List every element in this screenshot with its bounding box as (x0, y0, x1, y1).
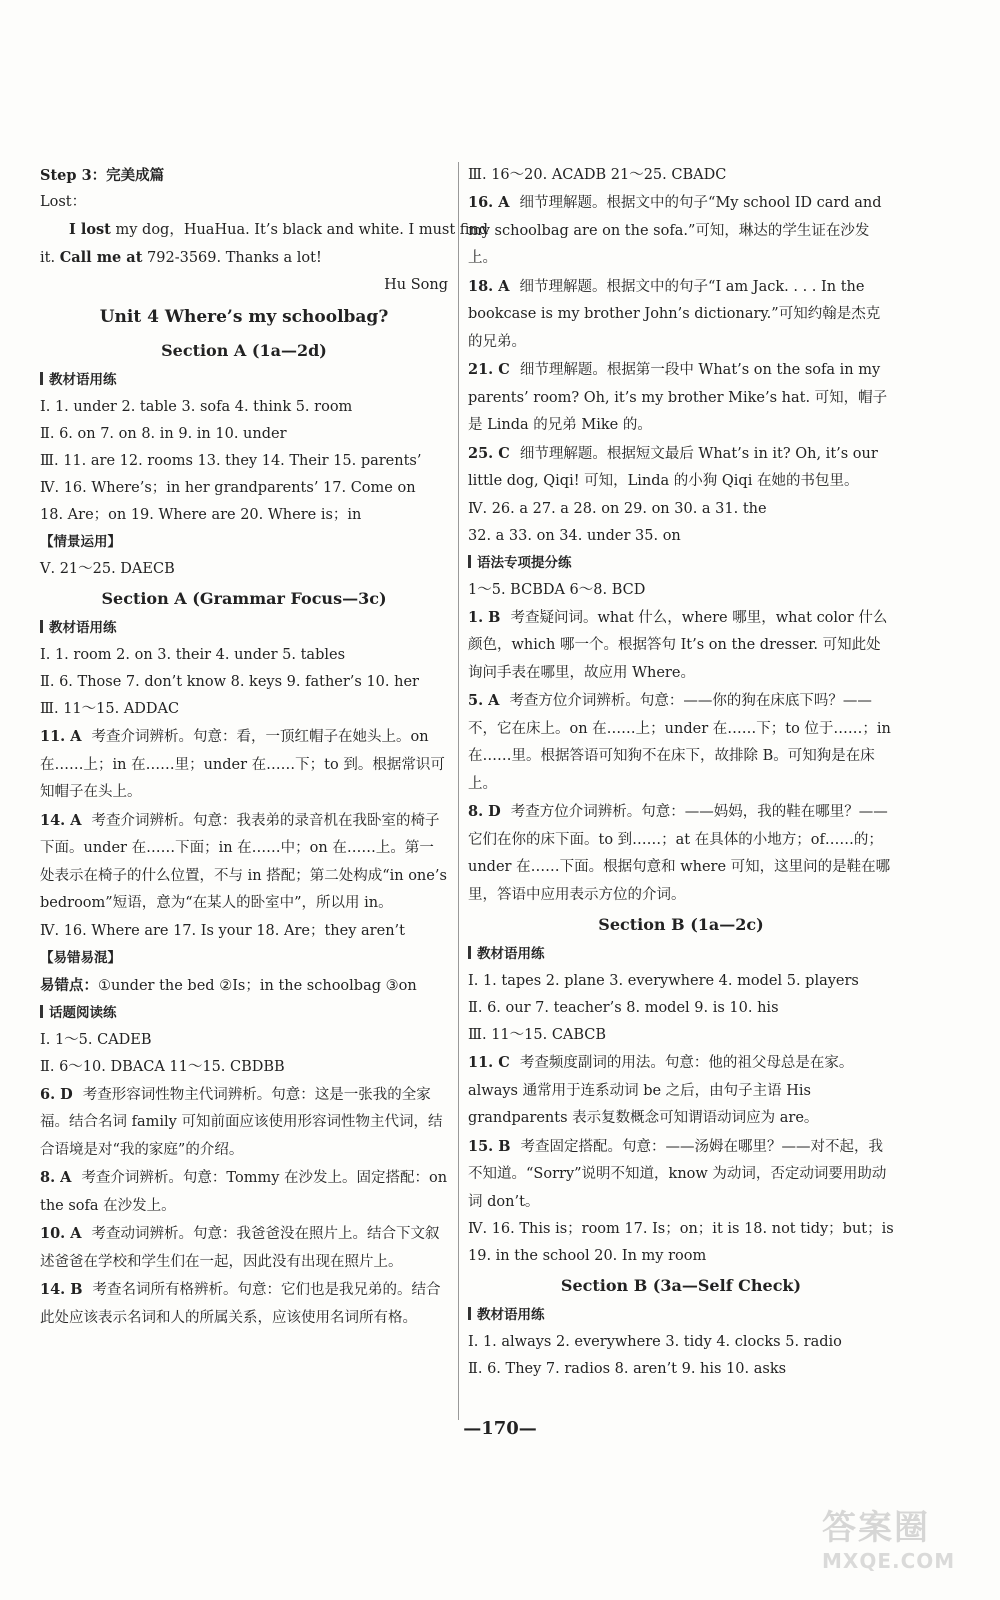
explanation-text: 细节理解题。根据文中的句子“My school ID card and my schoolbag are on the sofa.”可知，琳达的学生证在沙发上。 (468, 195, 882, 266)
subheading-jiaocai-1 (40, 367, 448, 394)
explanation (468, 604, 894, 688)
answer-line: Ⅴ. 21～25. DAECB (40, 561, 175, 577)
answer-line: Ⅲ. 11. are 12. rooms 13. they 14. Their 15. parents’ (40, 453, 422, 469)
watermark-cn: 答案圈 (822, 1508, 930, 1548)
explanation-text: 考查介词辨析。句意：看，一顶红帽子在她头上。on 在……上；in 在……里；under 在……下；to 到。根据常识可知帽子在头上。 (40, 729, 445, 800)
lost-body-line-2 (40, 244, 448, 272)
explanation-number: 8. A (40, 1169, 72, 1186)
unit-title: Unit 4 Where’s my schoolbag? (99, 307, 389, 327)
signature: Hu Song (384, 277, 448, 293)
explanation-text: 考查名词所有格辨析。句意：它们也是我兄弟的。结合此处应该表示名词和人的所属关系，应该使用名词所有格。 (40, 1282, 441, 1326)
bar-icon (468, 555, 471, 568)
answer-line: Ⅱ. 6～10. DBACA 11～15. CBDBB (40, 1058, 285, 1075)
watermark-en: MXQE.COM (822, 1549, 956, 1573)
explanation (468, 440, 894, 496)
subheading-jiaocai-4 (468, 1302, 894, 1329)
lost-body-bold-1: I lost (69, 221, 111, 238)
answer-line: Ⅰ. 1. always 2. everywhere 3. tidy 4. clocks 5. radio (468, 1334, 842, 1350)
subheading-yufa (468, 550, 894, 577)
subheading-label: 教材语用练 (49, 620, 117, 636)
explanation-number: 14. A (40, 811, 82, 829)
subheading-label: 教材语用练 (49, 372, 117, 388)
yicuo-line (40, 972, 448, 1000)
step3-title: Step 3：完美成篇 (40, 167, 165, 184)
answer-line: Ⅰ. 1～5. CADEB (40, 1031, 152, 1048)
bar-icon (40, 1005, 43, 1018)
explanation (40, 1164, 448, 1220)
explanation (40, 723, 448, 807)
explanation-number: 15. B (468, 1137, 511, 1155)
explanation-number: 14. B (40, 1281, 83, 1298)
answer-line: Ⅳ. 26. a 27. a 28. on 29. on 30. a 31. the (468, 500, 767, 517)
page-number: —170— (463, 1418, 537, 1439)
section-b1-title: Section B (1a—2c) (598, 915, 764, 934)
explanation-number: 10. A (40, 1225, 82, 1242)
answer-line: Ⅰ. 1. tapes 2. plane 3. everywhere 4. model 5. players (468, 973, 859, 989)
lost-body-text-2: 792-3569. Thanks a lot! (142, 250, 322, 266)
answer-line: 18. Are；on 19. Where are 20. Where is；in (40, 507, 362, 523)
explanation-number: 11. A (40, 728, 82, 745)
explanation-number: 8. D (468, 803, 501, 820)
explanation-text: 考查疑问词。what 什么，where 哪里，what color 什么颜色，which 哪一个。根据答句 It’s on the dresser. 可知此处询问手表在哪里，故应用 Where。 (468, 609, 888, 681)
subheading-jiaocai-3 (468, 941, 894, 968)
answer-line: Ⅳ. 16. Where’s；in her grandparents’ 17. Come on (40, 480, 416, 496)
column-divider (458, 162, 459, 1420)
lost-label: Lost： (40, 194, 87, 210)
answer-line: Ⅲ. 16～20. ACADB 21～25. CBADC (468, 167, 727, 183)
explanation-text: 考查动词辨析。句意：我爸爸没在照片上。结合下文叙述爸爸在学校和学生们在一起，因此没有出现在照片上。 (40, 1226, 440, 1270)
explanation (468, 1133, 894, 1217)
bar-icon (40, 620, 43, 633)
explanation-number: 6. D (40, 1085, 73, 1103)
subheading-label: 语法专项提分练 (477, 554, 572, 571)
answer-line: Ⅱ. 6. They 7. radios 8. aren’t 9. his 10. asks (468, 1361, 787, 1377)
explanation (468, 798, 894, 909)
answer-line: 32. a 33. on 34. under 35. on (468, 527, 681, 544)
answer-line: Ⅳ. 16. This is；room 17. Is；on；it is 18. not tidy；but；is (468, 1221, 894, 1237)
bar-icon (40, 372, 43, 385)
explanation-text: 考查方位介词辨析。句意：——你的狗在床底下吗？——不，它在床上。on 在……上；under 在……下；to 位于……；in 在……里。根据答语可知狗不在床下，故排除 B。可知狗是在床上。 (468, 693, 891, 792)
explanation-text: 考查形容词性物主代词辨析。句意：这是一张我的全家福。结合名词 family 可知前面应该使用形容词性物主代词，结合语境是对“我的家庭”的介绍。 (40, 1086, 443, 1158)
lost-body-line-1 (40, 216, 489, 244)
answer-line: Ⅲ. 11～15. CABCB (468, 1027, 607, 1043)
explanation (40, 1220, 448, 1276)
explanation-text: 细节理解题。根据文中的句子“I am Jack. . . . In the bookcase is my brother John’s dictionary.”可知约翰是杰克的兄弟。 (468, 278, 881, 350)
explanation-number: 5. A (468, 692, 500, 709)
explanation (40, 1081, 448, 1165)
explanation-text: 考查介词辨析。句意：我表弟的录音机在我卧室的椅子下面。under 在……下面；in 在……中；on 在……上。第一处表示在椅子的什么位置，不与 in 搭配；第二处构成“in one’s bedroom”短语，意为“在某人的卧室中”，所以用 in。 (40, 812, 447, 911)
subheading-yicuo: 【易错易混】 (40, 949, 121, 966)
answer-line: Ⅰ. 1. under 2. table 3. sofa 4. think 5. room (40, 399, 353, 415)
explanation-number: 18. A (468, 277, 510, 295)
subheading-jiaocai-2 (40, 615, 448, 642)
explanation-number: 11. C (468, 1054, 510, 1071)
subheading-label: 教材语用练 (477, 1307, 545, 1323)
explanation (468, 1049, 894, 1133)
answer-line: Ⅰ. 1. room 2. on 3. their 4. under 5. tables (40, 647, 346, 663)
explanation-number: 21. C (468, 361, 510, 378)
explanation-text: 考查方位介词辨析。句意：——妈妈，我的鞋在哪里？——它们在你的床下面。to 到……；at 在具体的小地方；of……的；under 在……下面。根据句意和 where 可知，这里问的是鞋在哪里，答语中应用表示方位的介词。 (468, 804, 891, 903)
explanation-number: 1. B (468, 608, 501, 626)
yicuo-text: ①under the bed ②Is；in the schoolbag ③on (98, 977, 417, 994)
watermark-logo (822, 1500, 972, 1573)
bar-icon (468, 946, 471, 959)
bar-icon (468, 1307, 471, 1320)
section-b2-title: Section B (3a—Self Check) (560, 1276, 802, 1295)
explanation-text: 细节理解题。根据短文最后 What’s in it? Oh, it’s our little dog, Qiqi! 可知，Linda 的小狗 Qiqi 在她的书包里。 (468, 445, 878, 489)
subheading-qingjing: 【情景运用】 (40, 534, 121, 550)
explanation (468, 189, 894, 273)
answer-line: Ⅱ. 6. our 7. teacher’s 8. model 9. is 10. his (468, 1000, 779, 1016)
explanation-text: 细节理解题。根据第一段中 What’s on the sofa in my parents’ room? Oh, it’s my brother Mike’s hat. 可知，帽子是 Linda 的兄弟 Mike 的。 (468, 362, 888, 433)
explanation (468, 687, 894, 798)
explanation (40, 1276, 448, 1332)
answer-line: 1～5. BCBDA 6～8. BCD (468, 581, 646, 598)
explanation-number: 16. A (468, 194, 510, 211)
subheading-huati (40, 1000, 448, 1027)
answer-line: Ⅲ. 11～15. ADDAC (40, 701, 180, 717)
lost-body-text-1: my dog，HuaHua. It’s black and white. I must find (110, 222, 489, 238)
answer-line: Ⅱ. 6. on 7. on 8. in 9. in 10. under (40, 426, 287, 442)
explanation (40, 807, 448, 918)
explanation-text: 考查频度副词的用法。句意：他的祖父母总是在家。always 通常用于连系动词 be 之后，由句子主语 His grandparents 表示复数概念可知谓语动词应为 are。 (468, 1055, 854, 1126)
section-a2-title: Section A (Grammar Focus—3c) (101, 589, 387, 608)
explanation-text: 考查固定搭配。句意：——汤姆在哪里？——对不起，我不知道。“Sorry”说明不知道，know 为动词，否定动词要用助动词 don’t。 (468, 1138, 887, 1210)
section-a1-title: Section A (1a—2d) (161, 341, 327, 360)
subheading-label: 教材语用练 (477, 946, 545, 962)
subheading-label: 话题阅读练 (49, 1004, 117, 1021)
answer-line: 19. in the school 20. In my room (468, 1248, 707, 1264)
explanation-text: 考查介词辨析。句意：Tommy 在沙发上。固定搭配：on the sofa 在沙发上。 (40, 1170, 448, 1214)
right-column (468, 162, 894, 1383)
lost-body-bold-2: Call me at (59, 249, 143, 266)
yicuo-label: 易错点： (40, 976, 98, 994)
answer-line: Ⅳ. 16. Where are 17. Is your 18. Are；they aren’t (40, 922, 405, 939)
answer-line: Ⅱ. 6. Those 7. don’t know 8. keys 9. father’s 10. her (40, 674, 419, 690)
lost-body-prefix-2: it. (40, 250, 60, 266)
explanation (468, 356, 894, 440)
explanation-number: 25. C (468, 444, 510, 462)
explanation (468, 273, 894, 357)
